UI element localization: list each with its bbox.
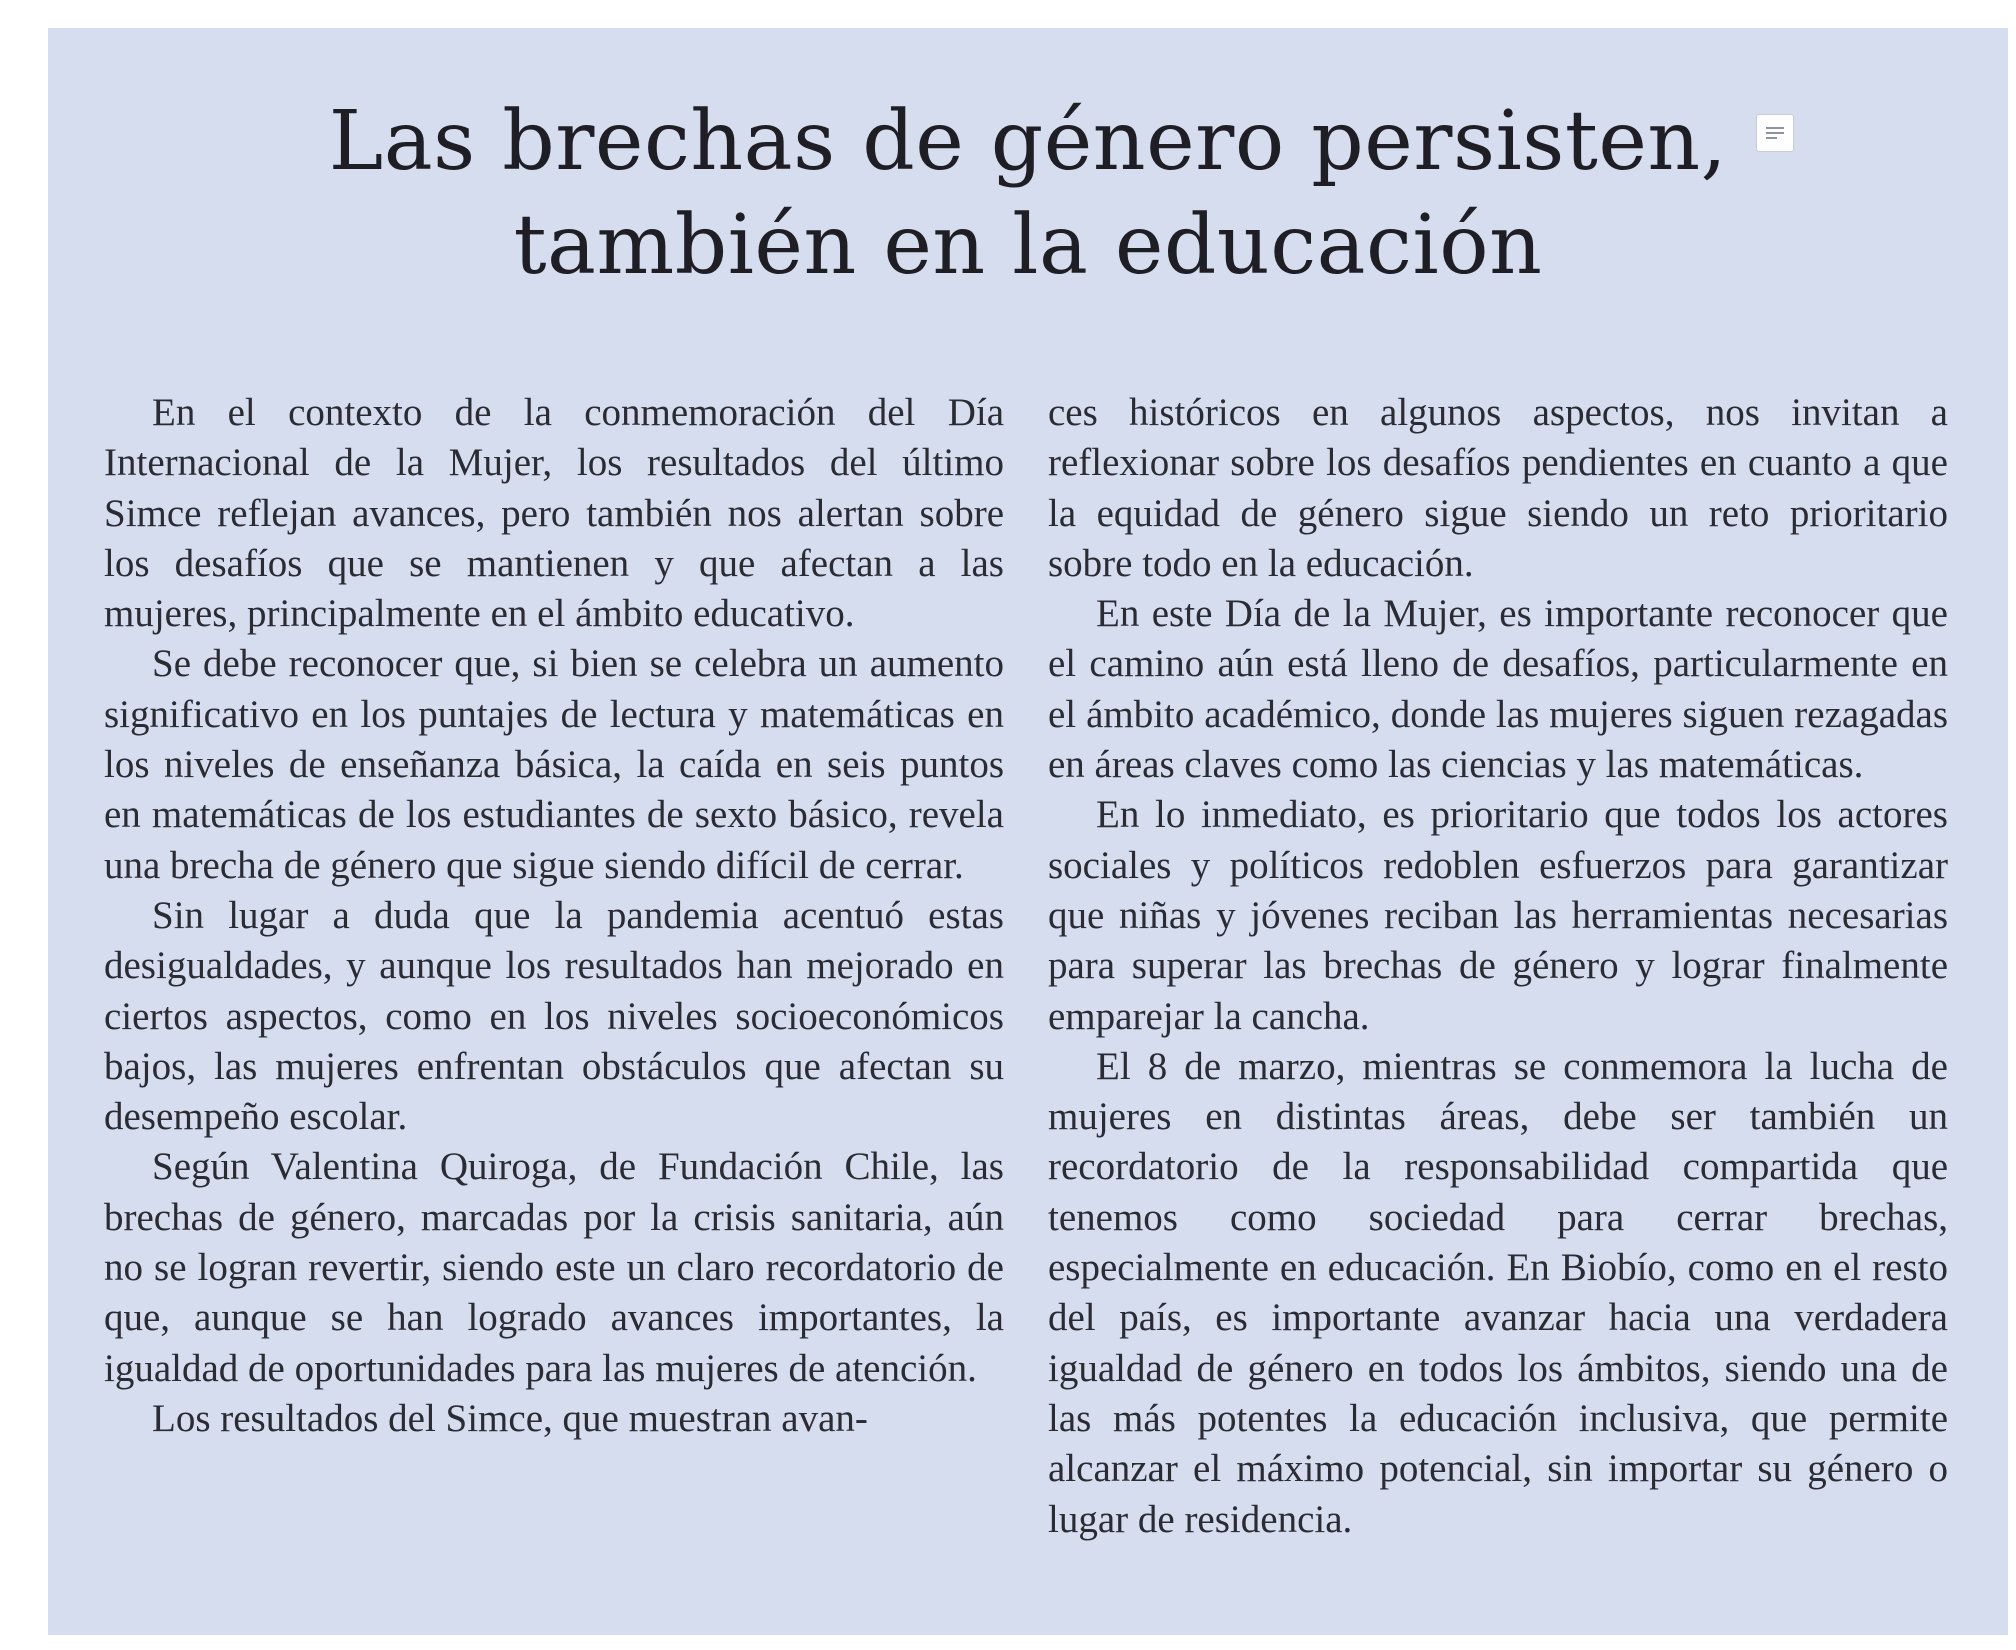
title-line-1: Las brechas de género persisten, (328, 94, 1728, 189)
paragraph: En el contexto de la conmemoración del Día Internacional de la Mujer, los resultados del último Simce reflejan avances, pero también nos alertan sobre los desafíos que se mantienen y que afectan a las mujeres, principalmente en el ámbito educativo. (104, 391, 1004, 636)
paragraph: En este Día de la Mujer, es importante reconocer que el camino aún está lleno de desafíos, particularmente en el ámbito académico, donde las mujeres siguen rezagadas en áreas claves como las ciencias y las matemáticas. (1048, 592, 1948, 787)
paragraph: Sin lugar a duda que la pandemia acentuó estas desigualdades, y aunque los resultados han mejorado en ciertos aspectos, como en los niveles socioeconómicos bajos, las mujeres enfrentan obstáculos que afectan su desempeño escolar. (104, 893, 1004, 1139)
comment-icon[interactable] (1756, 114, 1794, 152)
paragraph: Según Valentina Quiroga, de Fundación Chile, las brechas de género, marcadas por la crisis sanitaria, aún no se logran revertir, siendo este un claro recordatorio de que, aunque se han logrado avances importantes, la igualdad de oportunidades para las mujeres de atención. (104, 1145, 1004, 1390)
title-line-2: también en la educación (513, 198, 1543, 293)
paragraph: Se debe reconocer que, si bien se celebra un aumento significativo en los puntajes de lectura y matemáticas en los niveles de enseñanza básica, la caída en seis puntos en matemáticas de los estudiantes de sexto básico, revela una brecha de género que sigue siendo difícil de cerrar. (104, 642, 1004, 887)
article-title (48, 90, 2008, 298)
right-column (1048, 388, 1948, 1545)
paragraph: En lo inmediato, es prioritario que todos los actores sociales y políticos redoblen esfuerzos para garantizar que niñas y jóvenes reciban las herramientas necesarias para superar las brechas de género y lograr finalmente emparejar la cancha. (1048, 793, 1948, 1038)
paragraph: Los resultados del Simce, que muestran avan- (152, 1396, 868, 1440)
article-panel (48, 28, 2008, 1635)
paragraph: El 8 de marzo, mientras se conmemora la lucha de mujeres en distintas áreas, debe ser también un recordatorio de la responsabilidad compartida que tenemos como sociedad para cerrar brechas, especialmente en educación. En Biobío, como en el resto del país, es importante avanzar hacia una verdadera igualdad de género en todos los ámbitos, siendo una de las más potentes la educación inclusiva, que permite alcanzar el máximo potencial, sin importar su género o lugar de residencia. (1048, 1044, 1948, 1541)
left-column (104, 388, 1004, 1444)
paragraph-continuation: ces históricos en algunos aspectos, nos invitan a reflexionar sobre los desafíos pendientes en cuanto a que la equidad de género sigue siendo un reto prioritario sobre todo en la educación. (1048, 391, 1948, 585)
